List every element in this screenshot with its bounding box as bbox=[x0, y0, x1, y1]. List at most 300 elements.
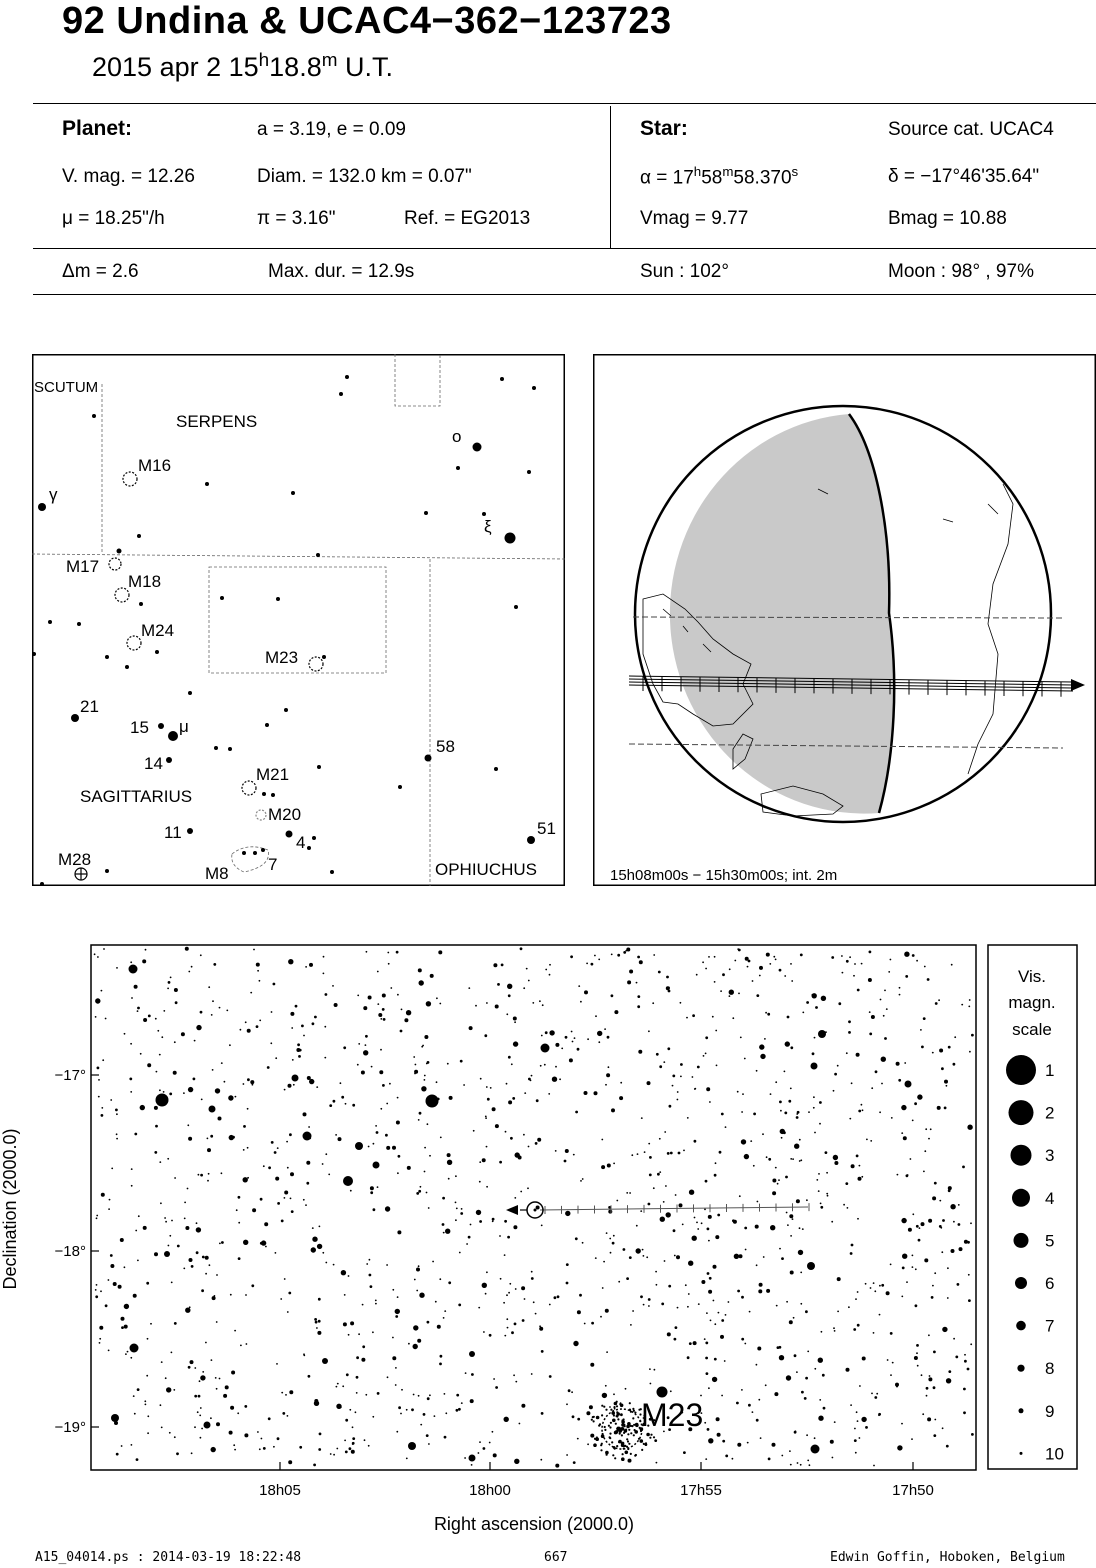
field-star bbox=[439, 1003, 441, 1005]
cluster-star bbox=[604, 1426, 606, 1428]
field-star bbox=[504, 1220, 507, 1223]
field-star bbox=[806, 1199, 808, 1201]
field-star bbox=[818, 1190, 820, 1192]
field-star bbox=[626, 1192, 628, 1194]
field-star bbox=[303, 1112, 307, 1116]
field-star bbox=[348, 1334, 350, 1336]
field-star bbox=[377, 1003, 379, 1005]
field-star bbox=[856, 1411, 858, 1413]
field-star bbox=[352, 1437, 355, 1440]
field-star bbox=[859, 1385, 861, 1387]
cluster-star bbox=[626, 1425, 630, 1429]
field-star bbox=[268, 1166, 271, 1169]
cluster-star bbox=[621, 1420, 625, 1424]
earth-globe-panel bbox=[593, 354, 1096, 886]
field-star bbox=[386, 1103, 388, 1105]
field-star bbox=[772, 1179, 776, 1183]
field-star bbox=[613, 1235, 615, 1237]
finder-star bbox=[188, 691, 192, 695]
field-star bbox=[375, 1303, 377, 1305]
chart-frame bbox=[91, 945, 976, 1470]
field-star bbox=[167, 1158, 169, 1160]
field-star bbox=[601, 1139, 603, 1141]
field-star bbox=[219, 1243, 221, 1245]
field-star bbox=[190, 1360, 194, 1364]
star-label-58: 58 bbox=[436, 737, 455, 756]
field-star bbox=[208, 1173, 210, 1175]
field-star bbox=[408, 1343, 410, 1345]
star-label-15: 15 bbox=[130, 718, 149, 737]
field-star bbox=[590, 1363, 594, 1367]
field-star bbox=[739, 1195, 741, 1197]
field-star bbox=[442, 1223, 445, 1226]
field-star bbox=[728, 1301, 730, 1303]
field-star bbox=[101, 990, 103, 992]
field-star bbox=[224, 1081, 226, 1083]
field-star bbox=[202, 1371, 204, 1373]
field-star bbox=[183, 1268, 185, 1270]
field-star bbox=[156, 1071, 158, 1073]
footer-author: Edwin Goffin, Hoboken, Belgium bbox=[830, 1550, 1065, 1565]
field-star bbox=[211, 1014, 213, 1016]
field-star bbox=[629, 1256, 632, 1259]
field-star bbox=[552, 1077, 557, 1082]
field-star bbox=[822, 1374, 825, 1377]
field-star bbox=[580, 1180, 582, 1182]
field-star bbox=[611, 1108, 615, 1112]
field-star bbox=[951, 964, 953, 966]
field-star bbox=[722, 1440, 725, 1443]
field-star bbox=[385, 1206, 390, 1211]
field-star bbox=[459, 1252, 461, 1254]
field-star bbox=[387, 952, 389, 954]
field-star bbox=[397, 1097, 399, 1099]
field-star bbox=[834, 1421, 836, 1423]
field-star bbox=[392, 1356, 396, 1360]
field-star bbox=[256, 963, 260, 967]
bright-star bbox=[811, 1445, 820, 1454]
field-star bbox=[912, 954, 915, 957]
field-star bbox=[219, 1378, 221, 1380]
field-star bbox=[197, 1228, 200, 1231]
field-star bbox=[725, 1314, 727, 1316]
field-star bbox=[613, 1393, 615, 1395]
cluster-star bbox=[611, 1411, 615, 1415]
field-star bbox=[654, 1369, 656, 1371]
cluster-star bbox=[612, 1419, 616, 1423]
field-star bbox=[413, 1344, 418, 1349]
field-star bbox=[708, 1240, 710, 1242]
field-star bbox=[531, 1271, 533, 1273]
field-star bbox=[756, 1419, 759, 1422]
cluster-star bbox=[643, 1443, 645, 1445]
field-star bbox=[318, 1298, 321, 1301]
field-star bbox=[774, 1392, 778, 1396]
field-star bbox=[905, 975, 908, 978]
field-star bbox=[395, 1315, 398, 1318]
field-star bbox=[741, 1111, 743, 1113]
field-star bbox=[932, 1196, 936, 1200]
object-label-m23: M23 bbox=[265, 648, 299, 667]
field-star bbox=[680, 1076, 682, 1078]
field-star bbox=[765, 1012, 767, 1014]
field-star bbox=[902, 1267, 905, 1270]
field-star bbox=[395, 1367, 397, 1369]
field-star bbox=[508, 994, 511, 997]
legend-swatch-5 bbox=[1014, 1233, 1029, 1248]
field-star bbox=[874, 1396, 877, 1399]
finder-star bbox=[168, 731, 178, 741]
field-star bbox=[404, 1018, 408, 1022]
field-star bbox=[468, 987, 470, 989]
field-star bbox=[910, 1158, 912, 1160]
field-star bbox=[94, 953, 96, 955]
field-star bbox=[346, 1373, 349, 1376]
field-star bbox=[642, 1249, 644, 1251]
field-star bbox=[361, 1071, 365, 1075]
field-star bbox=[259, 1020, 261, 1022]
field-star bbox=[96, 1284, 98, 1286]
field-star bbox=[745, 1249, 747, 1251]
field-star bbox=[541, 1035, 543, 1037]
finder-star bbox=[494, 767, 498, 771]
field-star bbox=[643, 1304, 645, 1306]
field-star bbox=[427, 1321, 430, 1324]
field-star bbox=[933, 1434, 936, 1437]
field-star bbox=[216, 1422, 220, 1426]
finder-star bbox=[425, 755, 432, 762]
field-star bbox=[775, 1167, 777, 1169]
legend-label-3: 3 bbox=[1045, 1146, 1055, 1166]
field-star bbox=[497, 983, 500, 986]
ra-label-17h50: 17h50 bbox=[892, 1482, 934, 1499]
field-star bbox=[896, 1386, 898, 1388]
field-star bbox=[238, 1196, 241, 1199]
field-star bbox=[814, 1368, 816, 1370]
field-star bbox=[724, 1360, 726, 1362]
field-star bbox=[397, 1296, 399, 1298]
field-star bbox=[358, 1043, 360, 1045]
field-star bbox=[364, 1439, 366, 1441]
field-star bbox=[694, 1140, 697, 1143]
field-star bbox=[194, 1040, 196, 1042]
field-star bbox=[744, 1227, 747, 1230]
field-star bbox=[244, 1433, 248, 1437]
field-star bbox=[707, 1272, 710, 1275]
field-star bbox=[714, 981, 716, 983]
field-star bbox=[420, 1186, 422, 1188]
field-star bbox=[308, 1375, 311, 1378]
field-star bbox=[427, 1397, 430, 1400]
field-star bbox=[161, 1361, 163, 1363]
field-star bbox=[818, 1416, 823, 1421]
field-star bbox=[791, 980, 793, 982]
field-star bbox=[565, 1036, 568, 1039]
field-star bbox=[284, 1278, 286, 1280]
cluster-star bbox=[608, 1425, 610, 1427]
field-star bbox=[757, 1201, 759, 1203]
field-star bbox=[421, 1086, 426, 1091]
field-star bbox=[668, 1285, 671, 1288]
field-star bbox=[335, 1134, 337, 1136]
field-star bbox=[147, 1338, 149, 1340]
field-star bbox=[605, 1385, 607, 1387]
field-star bbox=[663, 1061, 665, 1063]
bright-star bbox=[322, 1358, 328, 1364]
field-star bbox=[823, 1407, 826, 1410]
field-star bbox=[692, 1236, 697, 1241]
field-star bbox=[225, 1385, 229, 1389]
field-star bbox=[124, 1325, 128, 1329]
field-star bbox=[918, 1239, 921, 1242]
field-star bbox=[202, 1256, 205, 1259]
field-star bbox=[487, 1098, 490, 1101]
field-star bbox=[313, 1464, 316, 1467]
field-star bbox=[869, 1011, 871, 1013]
field-star bbox=[632, 1310, 634, 1312]
field-star bbox=[709, 1277, 712, 1280]
field-star bbox=[361, 1358, 365, 1362]
field-star bbox=[830, 1440, 834, 1444]
field-star bbox=[717, 1214, 720, 1217]
field-star bbox=[846, 1368, 850, 1372]
field-star bbox=[463, 1084, 465, 1086]
finder-star bbox=[158, 723, 164, 729]
field-star bbox=[618, 1281, 620, 1283]
field-star bbox=[677, 1091, 679, 1093]
field-star bbox=[772, 1191, 776, 1195]
field-star bbox=[570, 955, 573, 958]
field-star bbox=[783, 1131, 786, 1134]
field-star bbox=[312, 1227, 314, 1229]
field-star bbox=[807, 1460, 809, 1462]
field-star bbox=[766, 953, 770, 957]
field-star bbox=[271, 1011, 273, 1013]
field-star bbox=[851, 1164, 855, 1168]
field-star bbox=[495, 1005, 499, 1009]
field-star bbox=[147, 1415, 149, 1417]
field-star bbox=[342, 1385, 344, 1387]
field-star bbox=[243, 1083, 245, 1085]
field-star bbox=[115, 1109, 118, 1112]
cluster-star bbox=[649, 1437, 651, 1439]
field-star bbox=[676, 1255, 680, 1259]
bright-star bbox=[343, 1176, 353, 1186]
finder-star bbox=[139, 602, 143, 606]
field-star bbox=[456, 1409, 459, 1412]
field-star bbox=[797, 1111, 800, 1114]
field-star bbox=[617, 954, 620, 957]
field-star bbox=[591, 963, 594, 966]
cluster-star bbox=[623, 1448, 625, 1450]
field-star bbox=[704, 1422, 706, 1424]
field-star bbox=[833, 1155, 838, 1160]
star-vmag: Vmag = 9.77 bbox=[640, 208, 749, 229]
field-star bbox=[775, 1081, 777, 1083]
cluster-star bbox=[605, 1451, 609, 1455]
field-star bbox=[288, 1460, 292, 1464]
field-star bbox=[827, 1195, 829, 1197]
field-star bbox=[235, 1096, 237, 1098]
field-star bbox=[648, 1143, 650, 1145]
field-star bbox=[870, 1287, 872, 1289]
finder-star bbox=[312, 836, 316, 840]
field-star bbox=[131, 1185, 133, 1187]
field-star bbox=[530, 1080, 532, 1082]
field-star bbox=[666, 976, 669, 979]
field-star bbox=[97, 1067, 100, 1070]
field-star bbox=[333, 1454, 335, 1456]
field-star bbox=[169, 1432, 171, 1434]
field-star bbox=[427, 1123, 429, 1125]
field-star bbox=[135, 1230, 137, 1232]
field-star bbox=[968, 1274, 970, 1276]
field-star bbox=[797, 1462, 799, 1464]
field-star bbox=[680, 1002, 682, 1004]
field-star bbox=[330, 1453, 332, 1455]
field-star bbox=[416, 1192, 419, 1195]
field-star bbox=[531, 1075, 533, 1077]
field-star bbox=[912, 1255, 914, 1257]
field-star bbox=[862, 1357, 866, 1361]
field-star bbox=[118, 1285, 122, 1289]
field-star bbox=[288, 959, 293, 964]
field-star bbox=[753, 1113, 756, 1116]
field-star bbox=[317, 1244, 322, 1249]
field-star bbox=[821, 996, 826, 1001]
field-star bbox=[286, 1141, 288, 1143]
field-star bbox=[779, 1346, 782, 1349]
field-star bbox=[785, 1176, 788, 1179]
field-star bbox=[745, 957, 749, 961]
cluster-star bbox=[618, 1427, 620, 1429]
finder-star bbox=[261, 848, 265, 852]
field-star bbox=[524, 1298, 526, 1300]
field-star bbox=[291, 1027, 293, 1029]
field-star bbox=[216, 1274, 218, 1276]
finder-star bbox=[527, 836, 535, 844]
field-star bbox=[426, 1434, 429, 1437]
field-star bbox=[659, 1171, 661, 1173]
field-star bbox=[324, 1057, 326, 1059]
finder-star bbox=[77, 622, 81, 626]
field-star bbox=[238, 1222, 240, 1224]
field-star bbox=[387, 1376, 389, 1378]
field-star bbox=[434, 1415, 436, 1417]
field-star bbox=[333, 1100, 336, 1103]
field-star bbox=[756, 1364, 758, 1366]
field-star bbox=[537, 1138, 541, 1142]
legend-swatch-3 bbox=[1011, 1145, 1032, 1166]
field-star bbox=[687, 1117, 689, 1119]
field-star bbox=[513, 1225, 517, 1229]
field-star bbox=[608, 1210, 612, 1214]
field-star bbox=[958, 1223, 961, 1226]
field-star bbox=[150, 1323, 152, 1325]
field-star bbox=[121, 1445, 123, 1447]
field-star bbox=[527, 1187, 529, 1189]
field-star bbox=[796, 1201, 798, 1203]
finder-star bbox=[514, 605, 518, 609]
field-star bbox=[539, 1327, 543, 1331]
field-star bbox=[507, 984, 512, 989]
field-star bbox=[871, 1015, 875, 1019]
field-star bbox=[200, 1375, 205, 1380]
star-label-4: 4 bbox=[296, 833, 306, 852]
planet-orbit: a = 3.19, e = 0.09 bbox=[257, 119, 406, 140]
cluster-star bbox=[618, 1429, 622, 1433]
cluster-star bbox=[638, 1438, 640, 1440]
field-star bbox=[458, 1408, 461, 1411]
field-star bbox=[659, 1138, 661, 1140]
field-star bbox=[850, 1252, 853, 1255]
cluster-star bbox=[610, 1409, 612, 1411]
field-star bbox=[426, 1063, 428, 1065]
field-star bbox=[540, 1459, 542, 1461]
finder-star bbox=[532, 386, 536, 390]
object-label-m18: M18 bbox=[128, 572, 162, 591]
field-star bbox=[260, 1198, 263, 1201]
field-star bbox=[806, 1001, 809, 1004]
field-star bbox=[737, 948, 739, 950]
field-star bbox=[510, 1137, 513, 1140]
cluster-star bbox=[634, 1430, 638, 1434]
field-star bbox=[923, 1017, 926, 1020]
finder-star bbox=[276, 597, 280, 601]
constellation-sagittarius: SAGITTARIUS bbox=[80, 787, 193, 806]
field-star bbox=[769, 963, 771, 965]
field-star bbox=[281, 1220, 284, 1223]
field-star bbox=[568, 1389, 571, 1392]
field-star bbox=[904, 1062, 906, 1064]
field-star bbox=[825, 1151, 828, 1154]
field-star bbox=[325, 993, 328, 996]
cluster-star bbox=[615, 1423, 617, 1425]
field-star bbox=[221, 1241, 224, 1244]
field-star bbox=[970, 1343, 972, 1345]
field-star bbox=[212, 1296, 216, 1300]
field-star bbox=[639, 960, 643, 964]
cluster-star bbox=[646, 1433, 650, 1437]
legend-label-7: 7 bbox=[1045, 1316, 1055, 1336]
field-star bbox=[725, 1126, 727, 1128]
field-star bbox=[120, 1238, 124, 1242]
field-star bbox=[968, 1006, 970, 1008]
field-star bbox=[261, 1240, 266, 1245]
field-star bbox=[401, 1009, 403, 1011]
field-star bbox=[171, 1220, 173, 1222]
field-star bbox=[116, 967, 118, 969]
field-star bbox=[755, 1225, 759, 1229]
field-star bbox=[444, 1310, 446, 1312]
field-star bbox=[729, 968, 731, 970]
field-star bbox=[652, 1002, 654, 1004]
planet-heading: Planet: bbox=[62, 117, 133, 140]
field-star bbox=[174, 1177, 176, 1179]
field-star bbox=[383, 1018, 386, 1021]
field-star bbox=[846, 1052, 848, 1054]
field-star bbox=[859, 1165, 861, 1167]
field-star bbox=[646, 1256, 648, 1258]
cluster-star bbox=[632, 1417, 634, 1419]
field-star bbox=[809, 1464, 811, 1466]
field-star bbox=[878, 1414, 880, 1416]
field-star bbox=[372, 1416, 374, 1418]
field-star bbox=[812, 1052, 815, 1055]
field-star bbox=[597, 1031, 602, 1036]
legend-label-2: 2 bbox=[1045, 1103, 1055, 1123]
legend-swatch-2 bbox=[1009, 1100, 1034, 1125]
